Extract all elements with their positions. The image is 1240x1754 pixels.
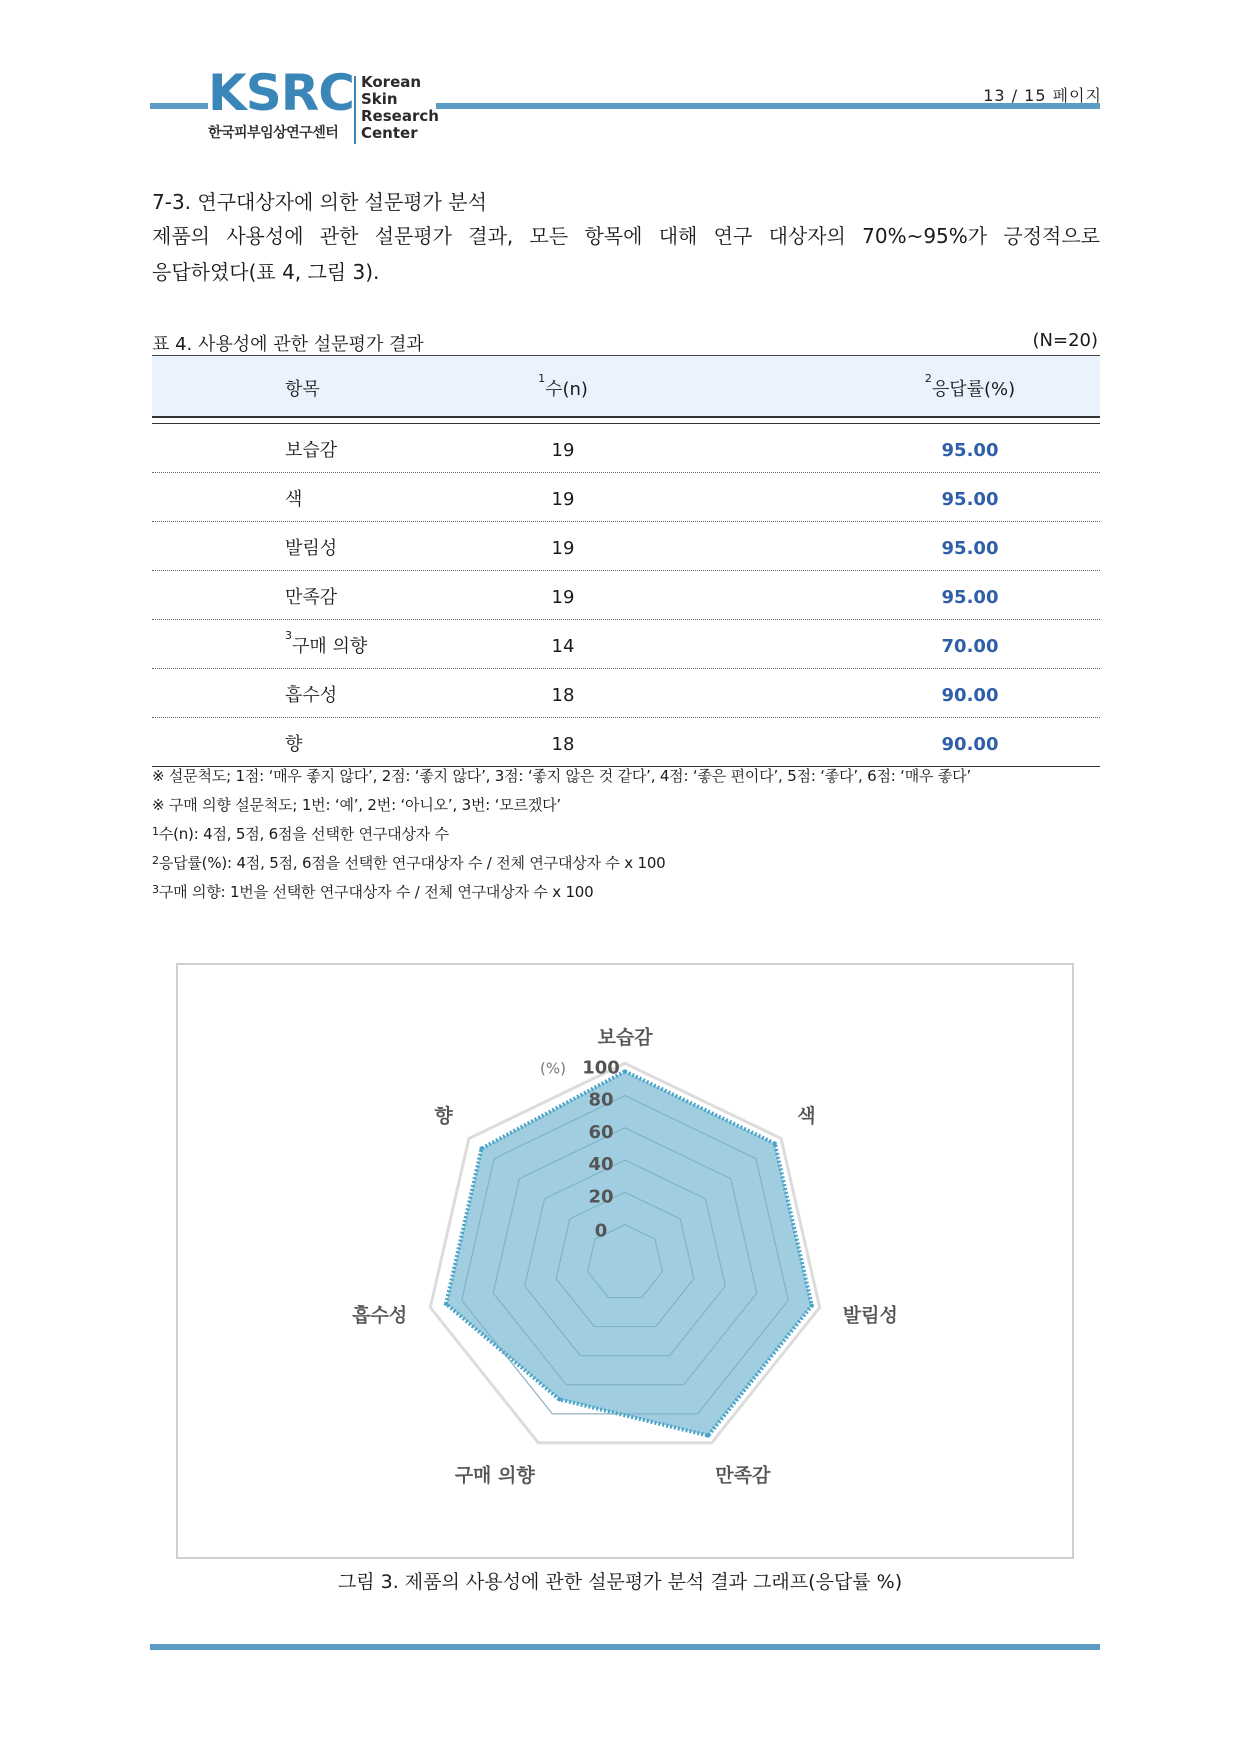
table-row: [152, 718, 1100, 767]
row-rate: 95.00: [941, 587, 999, 608]
note-rate-def: [152, 849, 971, 878]
note-purchase-def: [152, 878, 971, 907]
table-caption: 표 4. 사용성에 관한 설문평가 결과: [152, 334, 424, 355]
radar-data-point: [706, 1434, 710, 1438]
logo-word-research: Research: [361, 107, 439, 125]
table-body: [152, 424, 1100, 767]
table-header-row: [152, 356, 1100, 416]
row-item-label: 만족감: [285, 587, 338, 608]
table-row: [152, 522, 1100, 571]
radar-data-point: [623, 1069, 627, 1073]
header-rate: [870, 372, 1070, 401]
radar-data-point: [773, 1142, 777, 1146]
radar-category-label: 향: [434, 1105, 453, 1128]
row-item-label: 보습감: [285, 440, 338, 461]
row-count: 19: [551, 538, 575, 559]
row-item-label: 발림성: [285, 538, 338, 559]
table-row: [152, 620, 1100, 669]
results-table: [152, 355, 1100, 767]
radar-tick-label: 100: [582, 1057, 620, 1079]
radar-data-point: [479, 1147, 483, 1151]
note-count-sup: 1: [152, 825, 159, 838]
logo-word-center: Center: [361, 124, 418, 142]
row-count: 19: [551, 587, 575, 608]
logo-words: [361, 74, 439, 142]
row-count: 19: [551, 489, 575, 510]
row-item: [285, 681, 337, 707]
row-count: 18: [551, 685, 575, 706]
row-item-label: 향: [285, 734, 303, 755]
radar-tick-label: 0: [594, 1220, 608, 1242]
row-item: [285, 730, 302, 756]
radar-tick-label: 80: [588, 1089, 614, 1111]
section-title: 7-3. 연구대상자에 의한 설문평가 분석: [152, 190, 487, 214]
note-rate-sup: 2: [152, 854, 159, 867]
row-count: 14: [551, 636, 575, 657]
radar-data-point: [444, 1302, 448, 1306]
footer-rule: [150, 1644, 1100, 1650]
logo-korean-name: 한국피부임상연구센터: [208, 125, 339, 141]
radar-tick-label: 40: [588, 1154, 614, 1176]
row-count: 18: [551, 734, 575, 755]
radar-category-label: 보습감: [597, 1026, 653, 1049]
table-row: [152, 571, 1100, 620]
row-rate: 90.00: [941, 685, 999, 706]
radar-category-label: 흡수성: [352, 1304, 408, 1327]
radar-category-label: 구매 의향: [454, 1464, 535, 1487]
row-item-label: 색: [285, 489, 303, 510]
note-rate-text: 응답률(%): 4점, 5점, 6점을 선택한 연구대상자 수 / 전체 연구대상자 수 x 100: [158, 854, 666, 872]
row-item: [285, 436, 337, 462]
logo-word-skin: Skin: [361, 90, 398, 108]
radar-unit-label: (%): [540, 1059, 566, 1078]
row-item-label: 흡수성: [285, 685, 338, 706]
radar-category-label: 만족감: [715, 1464, 771, 1487]
row-item: [285, 583, 337, 609]
radar-tick-label: 20: [588, 1186, 614, 1208]
note-count-def: [152, 820, 971, 849]
header-rate-sup: 2: [924, 372, 932, 385]
figure-caption: 그림 3. 제품의 사용성에 관한 설문평가 분석 결과 그래프(응답률 %): [337, 1571, 903, 1593]
row-rate: 95.00: [941, 489, 999, 510]
note-scale: ※ 설문척도; 1점: ‘매우 좋지 않다’, 2점: ‘좋지 않다’, 3점: ‘좋지 않은 것 같다’, 4점: ‘좋은 편이다’, 5점: ‘좋다’, 6점: ‘매우 좋다’: [152, 767, 972, 785]
table-row: [152, 424, 1100, 473]
radar-data-point: [557, 1397, 561, 1401]
table-notes: [152, 762, 971, 907]
header-item: 항목: [285, 379, 320, 400]
header-count: [528, 372, 598, 401]
row-item: [285, 629, 368, 658]
radar-chart: [178, 965, 1072, 1557]
row-rate: 95.00: [941, 538, 999, 559]
row-item-label: 구매 의향: [292, 636, 368, 657]
header-count-sup: 1: [538, 372, 546, 385]
radar-data-point: [810, 1304, 814, 1308]
row-rate: 90.00: [941, 734, 999, 755]
note-purchase-text: 구매 의향: 1번을 선택한 연구대상자 수 / 전체 연구대상자 수 x 100: [158, 883, 594, 901]
table-header-double-rule: [152, 416, 1100, 424]
radar-category-label: 발림성: [842, 1304, 898, 1327]
note-purchase-scale: ※ 구매 의향 설문척도; 1번: ‘예’, 2번: ‘아니오’, 3번: ‘모르겠다’: [152, 796, 561, 814]
row-item-sup: 3: [285, 629, 292, 642]
paragraph-line-1: 제품의 사용성에 관한 설문평가 결과, 모든 항목에 대해 연구 대상자의 70%~95%가 긍정적으로: [152, 224, 1100, 248]
row-rate: 70.00: [941, 636, 999, 657]
radar-chart-frame: [176, 963, 1074, 1559]
radar-tick-label: 60: [588, 1121, 614, 1143]
page-number: 13 / 15 페이지: [983, 86, 1102, 105]
table-row: [152, 473, 1100, 522]
logo-abbr: KSRC: [208, 64, 354, 122]
logo-divider: [354, 76, 356, 144]
row-count: 19: [551, 440, 575, 461]
table-sample-size: (N=20): [1032, 330, 1098, 351]
note-count-text: 수(n): 4점, 5점, 6점을 선택한 연구대상자 수: [158, 825, 449, 843]
header-rate-label: 응답률(%): [931, 379, 1016, 400]
table-row: [152, 669, 1100, 718]
header-count-label: 수(n): [545, 379, 588, 400]
radar-category-label: 색: [797, 1105, 816, 1128]
note-purchase-sup: 3: [152, 883, 159, 896]
row-item: [285, 485, 302, 511]
row-rate: 95.00: [941, 440, 999, 461]
row-item: [285, 534, 337, 560]
paragraph-line-2: 응답하였다(표 4, 그림 3).: [152, 260, 380, 284]
header-rule-left: [150, 103, 208, 109]
logo-word-korean: Korean: [361, 73, 422, 91]
